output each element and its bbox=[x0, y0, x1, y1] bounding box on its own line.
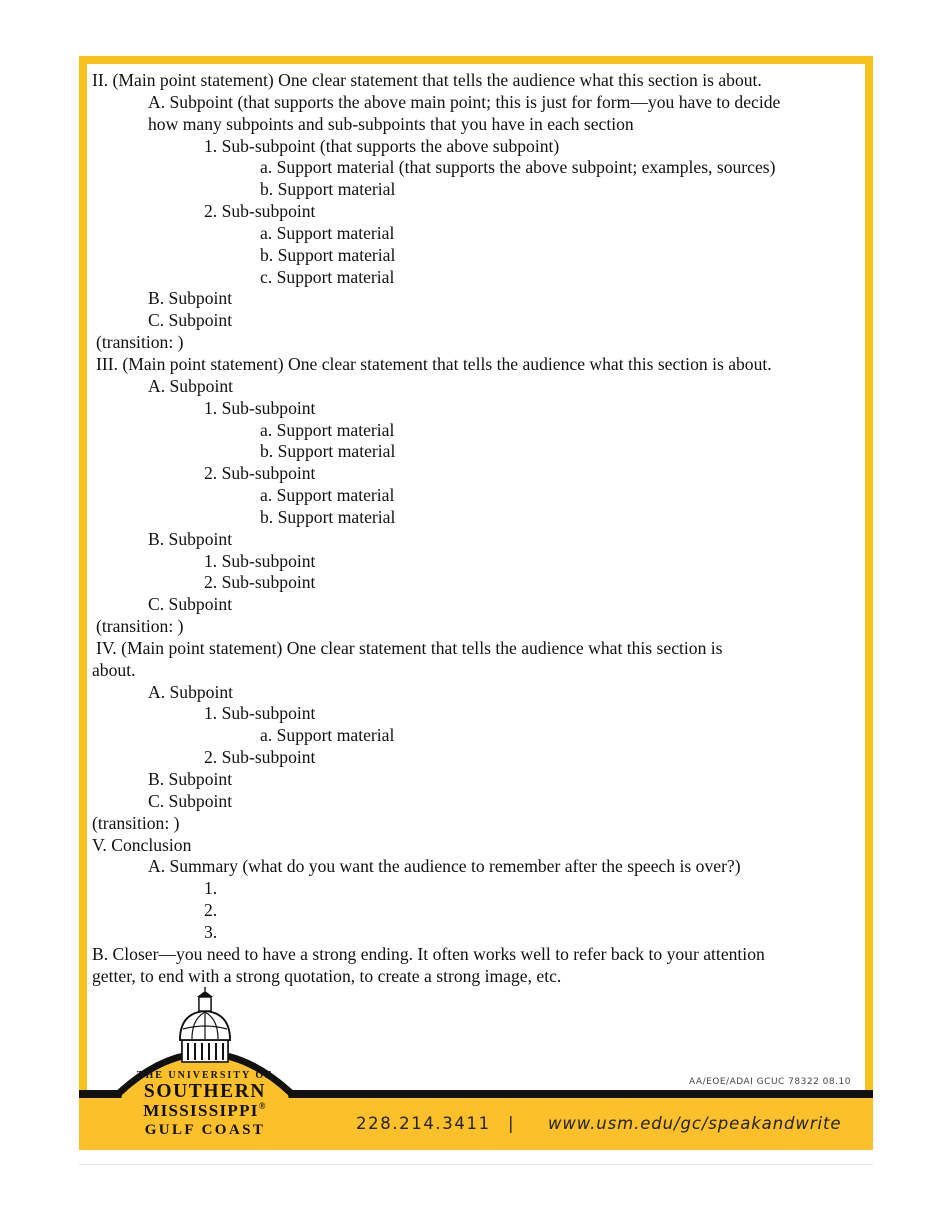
outline-line: 3. bbox=[204, 921, 218, 942]
outline-line: A. Subpoint bbox=[148, 375, 234, 396]
outline-line: B. Subpoint bbox=[148, 288, 233, 309]
outline-line: 1. Sub-subpoint bbox=[204, 550, 316, 571]
logo-wordmark-line1: THE UNIVERSITY OF bbox=[136, 1070, 274, 1081]
outline-line: A. Subpoint bbox=[148, 681, 234, 702]
outline-line: (transition: ) bbox=[92, 812, 180, 833]
outline-line: b. Support material bbox=[260, 244, 396, 265]
outline-line: 1. Sub-subpoint bbox=[204, 703, 316, 724]
outline-line: B. Closer—you need to have a strong ending. It often works well to refer back to your attention bbox=[92, 943, 765, 964]
outline-line: getter, to end with a strong quotation, to create a strong image, etc. bbox=[92, 965, 562, 986]
outline-line: 1. Sub-subpoint (that supports the above subpoint) bbox=[204, 135, 560, 156]
outline-line: about. bbox=[92, 659, 136, 680]
outline-line: B. Subpoint bbox=[148, 769, 233, 789]
logo-wordmark-line2: SOUTHERN bbox=[143, 1081, 267, 1102]
outline-line: 2. Sub-subpoint bbox=[204, 747, 316, 768]
outline-line: how many subpoints and sub-subpoints that you have in each section bbox=[148, 113, 634, 134]
outline-line: c. Support material bbox=[260, 266, 395, 287]
outline-line: 2. Sub-subpoint bbox=[204, 201, 316, 222]
outline-line: C. Subpoint bbox=[148, 594, 233, 615]
outline-line: III. (Main point statement) One clear statement that tells the audience what this section is about. bbox=[96, 353, 772, 374]
outline-line: V. Conclusion bbox=[92, 834, 192, 855]
outline-line: 2. bbox=[204, 900, 218, 921]
footer-separator: | bbox=[508, 1114, 514, 1133]
outline-line: 1. Sub-subpoint bbox=[204, 397, 316, 418]
outline-line: B. Subpoint bbox=[148, 528, 233, 549]
outline-line: b. Support material bbox=[260, 179, 396, 200]
outline-line: 2. Sub-subpoint bbox=[204, 572, 316, 593]
speech-outline bbox=[92, 70, 864, 987]
outline-line: C. Subpoint bbox=[148, 310, 233, 331]
legal-code-text: AA/EOE/ADAI GCUC 78322 08.10 bbox=[689, 1077, 851, 1087]
outline-line: 1. bbox=[204, 878, 218, 899]
outline-line: b. Support material bbox=[260, 506, 396, 527]
outline-line: (transition: ) bbox=[96, 332, 184, 353]
outline-line: (transition: ) bbox=[96, 616, 184, 637]
outline-line: a. Support material bbox=[260, 485, 395, 506]
logo-wordmark-line3: MISSISSIPPI® bbox=[143, 1101, 267, 1120]
outline-line: IV. (Main point statement) One clear statement that tells the audience what this section is bbox=[96, 637, 723, 658]
outline-line: b. Support material bbox=[260, 441, 396, 462]
phone-number: 228.214.3411 bbox=[356, 1114, 491, 1133]
outline-line: A. Summary (what do you want the audience to remember after the speech is over?) bbox=[148, 856, 741, 877]
outline-line: a. Support material bbox=[260, 419, 395, 440]
outline-line: II. (Main point statement) One clear statement that tells the audience what this section is about. bbox=[92, 70, 762, 90]
outline-line: 2. Sub-subpoint bbox=[204, 463, 316, 484]
page-bottom-rule bbox=[79, 1164, 873, 1165]
outline-line: a. Support material bbox=[260, 222, 395, 243]
outline-line: A. Subpoint (that supports the above main point; this is just for form—you have to decide bbox=[148, 91, 781, 112]
website-link[interactable]: www.usm.edu/gc/speakandwrite bbox=[548, 1114, 842, 1133]
outline-line: a. Support material bbox=[260, 725, 395, 746]
logo-wordmark-line4: GULF COAST bbox=[144, 1122, 266, 1138]
outline-line: C. Subpoint bbox=[148, 790, 233, 811]
outline-line: a. Support material (that supports the above subpoint; examples, sources) bbox=[260, 157, 776, 178]
